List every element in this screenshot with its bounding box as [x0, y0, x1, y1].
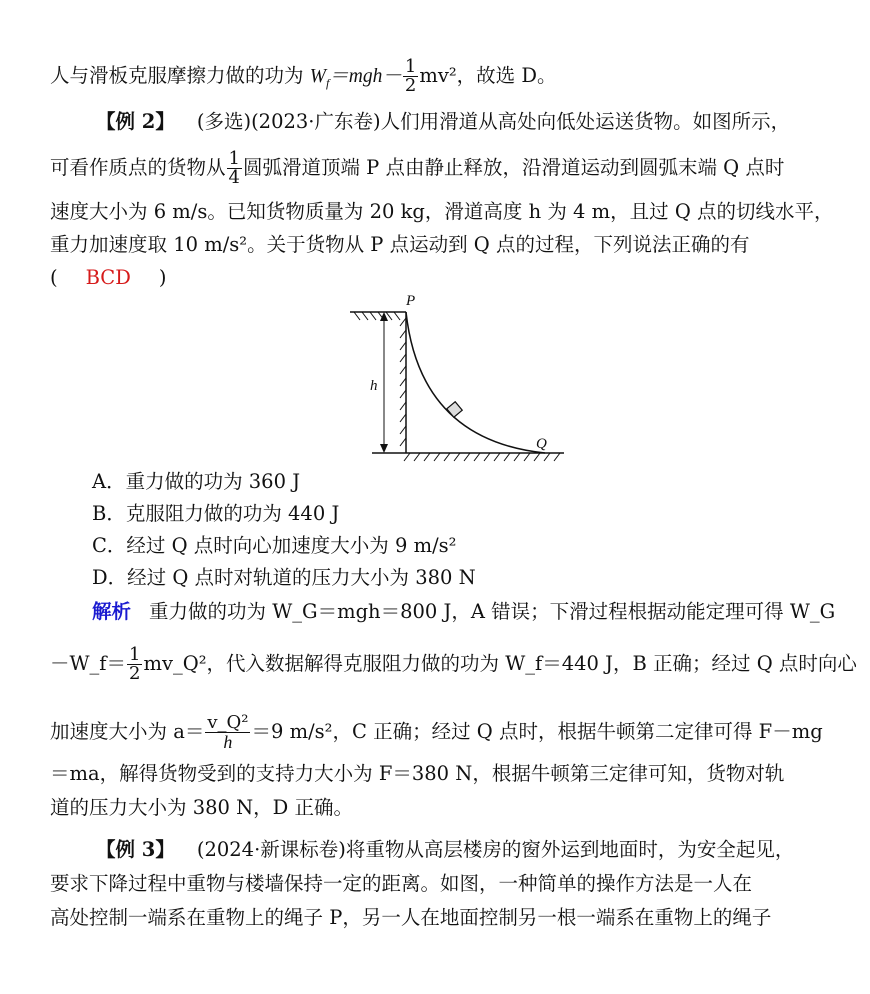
example2-line2: 可看作质点的货物从 $\frac{1}{4}$ 圆弧滑道顶端 P 点由静止释放，沿滑道运动到圆弧末端 Q 点时: [50, 148, 785, 188]
ground-hatch: [404, 453, 560, 461]
label-h: h: [370, 378, 378, 394]
arc-slide: [406, 312, 545, 453]
example2-label: 【例 2】: [96, 110, 175, 133]
example2-line4: 重力加速度取 10 m/s²。关于货物从 P 点运动到 Q 点的过程，下列说法正确的有: [50, 233, 750, 256]
arrow-head-bottom: [380, 444, 388, 453]
option-d: D．经过 Q 点时对轨道的压力大小为 380 N: [92, 566, 476, 589]
cargo-block: [447, 402, 462, 417]
example3-line2: 要求下降过程中重物与楼墙保持一定的距离。如图，一种简单的操作方法是一人在: [50, 872, 753, 895]
label-q: Q: [536, 436, 547, 452]
option-a: A．重力做的功为 360 J: [92, 470, 301, 493]
example2-line3: 速度大小为 6 m/s。已知货物质量为 20 kg，滑道高度 h 为 4 m，且过 Q 点的切线水平，: [50, 200, 834, 223]
fraction-half-2: $\frac{1}{2}$: [129, 644, 141, 684]
analysis-label: 解析: [92, 600, 132, 623]
example3-heading: 【例 3】 (2024·新课标卷)将重物从高层楼房的窗外运到地面时，为安全起见，: [96, 838, 795, 861]
prev-solution-line: 人与滑板克服摩擦力做的功为 $W_f=mgh-$ $\frac{1}{2}$ mv²，故选 D。: [50, 56, 557, 96]
slide-figure: [340, 290, 580, 470]
wall-hatch: [400, 318, 406, 446]
analysis-line5: 道的压力大小为 380 N，D 正确。: [50, 796, 354, 819]
answer-text: BCD: [85, 266, 131, 289]
fraction-half: $\frac{1}{2}$: [404, 56, 417, 96]
option-c: C．经过 Q 点时向心加速度大小为 9 m/s²: [92, 534, 457, 557]
example3-label: 【例 3】: [96, 838, 175, 861]
analysis-line2: －W_f＝ $\frac{1}{2}$ mv_Q²，代入数据解得克服阻力做的功为 W_f＝440 J，B 正确；经过 Q 点时向心: [50, 644, 857, 684]
analysis-line3: 加速度大小为 a＝ $\frac{\text{v\_Q²}}{h}$ ＝9 m/s²，C 正确；经过 Q 点时，根据牛顿第二定律可得 F－mg: [50, 712, 823, 752]
fraction-quarter: $\frac{1}{4}$: [228, 148, 240, 188]
example2-answer-line: ( BCD ): [50, 266, 167, 289]
analysis-line1: 解析 重力做的功为 W_G＝mgh＝800 J，A 错误；下滑过程根据动能定理可得 W_G: [92, 600, 836, 623]
example3-line3: 高处控制一端系在重物上的绳子 P，另一人在地面控制另一根一端系在重物上的绳子: [50, 906, 772, 929]
analysis-line4: ＝ma，解得货物受到的支持力大小为 F＝380 N，根据牛顿第三定律可知，货物对轨: [50, 762, 785, 785]
example2-line1: (多选)(2023·广东卷)人们用滑道从高处向低处运送货物。如图所示，: [196, 110, 791, 133]
fraction-accel: $\frac{\text{v\_Q²}}{h}$: [207, 712, 249, 752]
top-hatch: [354, 312, 400, 320]
example2-heading: [96, 108, 790, 136]
label-p: P: [406, 293, 416, 309]
option-b: B．克服阻力做的功为 440 J: [92, 502, 340, 525]
